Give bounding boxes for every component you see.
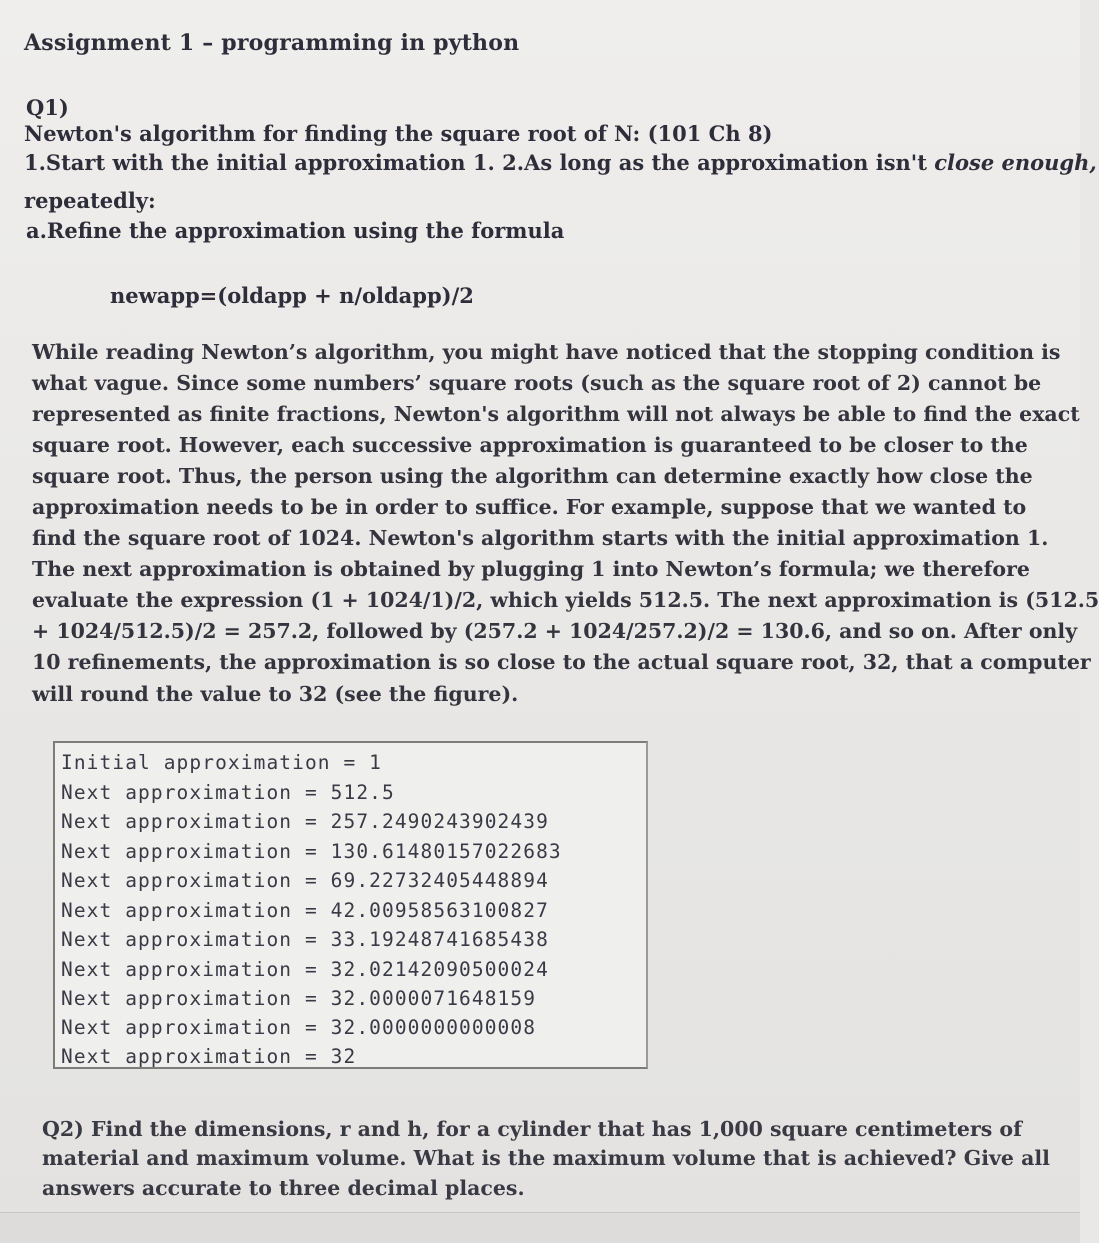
- q1-repeatedly: repeatedly:: [24, 188, 156, 213]
- assignment-title: Assignment 1 – programming in python: [24, 30, 520, 56]
- paragraph-line: represented as finite fractions, Newton's algorithm will not always be able to find the exact: [32, 402, 1080, 426]
- q1-close-enough: close enough,: [934, 150, 1097, 175]
- paragraph-line: 10 refinements, the approximation is so close to the actual square root, 32, that a computer: [32, 650, 1091, 674]
- paragraph-line: The next approximation is obtained by plugging 1 into Newton’s formula; we therefore: [32, 557, 1030, 581]
- q1-formula: newapp=(oldapp + n/oldapp)/2: [110, 283, 474, 308]
- q1-refine: a.Refine the approximation using the formula: [26, 218, 565, 243]
- figure-line: Next approximation = 69.22732405448894: [61, 869, 549, 892]
- figure-line: Next approximation = 512.5: [61, 781, 395, 804]
- figure-line: Next approximation = 32: [61, 1045, 357, 1068]
- figure-line: Next approximation = 33.19248741685438: [61, 928, 549, 951]
- q1-heading: Newton's algorithm for finding the square root of N: (101 Ch 8): [24, 121, 773, 146]
- paragraph-line: square root. Thus, the person using the algorithm can determine exactly how close the: [32, 464, 1033, 488]
- q2-line: answers accurate to three decimal places.: [42, 1176, 525, 1200]
- figure-line: Next approximation = 32.02142090500024: [61, 958, 549, 981]
- paragraph-line: approximation needs to be in order to suffice. For example, suppose that we wanted to: [32, 495, 1027, 519]
- paragraph-line: evaluate the expression (1 + 1024/1)/2, which yields 512.5. The next approximation is (512.5: [32, 588, 1099, 612]
- paragraph-line: what vague. Since some numbers’ square roots (such as the square root of 2) cannot be: [32, 371, 1042, 395]
- paragraph-line: find the square root of 1024. Newton's algorithm starts with the initial approximation 1.: [32, 526, 1049, 550]
- q1-step-start-text: 1.Start with the initial approximation 1. 2.As long as the approximation isn't: [24, 150, 927, 175]
- page-bottom-edge: [0, 1212, 1080, 1243]
- figure-line: Next approximation = 32.0000071648159: [61, 987, 537, 1010]
- q1-label: Q1): [26, 95, 69, 120]
- q1-step-start: [24, 150, 1097, 175]
- paragraph-line: + 1024/512.5)/2 = 257.2, followed by (257.2 + 1024/257.2)/2 = 130.6, and so on. After only: [32, 619, 1078, 643]
- figure-line: Next approximation = 257.2490243902439: [61, 810, 549, 833]
- q2-line: Q2) Find the dimensions, r and h, for a cylinder that has 1,000 square centimeters of: [42, 1117, 1022, 1141]
- figure-line: Initial approximation = 1: [61, 751, 382, 774]
- figure-line: Next approximation = 42.00958563100827: [61, 899, 549, 922]
- figure-line: Next approximation = 130.61480157022683: [61, 840, 562, 863]
- approximation-figure: [53, 741, 648, 1069]
- paragraph-line: square root. However, each successive approximation is guaranteed to be closer to the: [32, 433, 1028, 457]
- paragraph-line: While reading Newton’s algorithm, you might have noticed that the stopping condition is: [32, 340, 1061, 364]
- q2-line: material and maximum volume. What is the maximum volume that is achieved? Give all: [42, 1146, 1050, 1170]
- paragraph-line: will round the value to 32 (see the figure).: [32, 682, 519, 706]
- figure-line: Next approximation = 32.0000000000008: [61, 1016, 537, 1039]
